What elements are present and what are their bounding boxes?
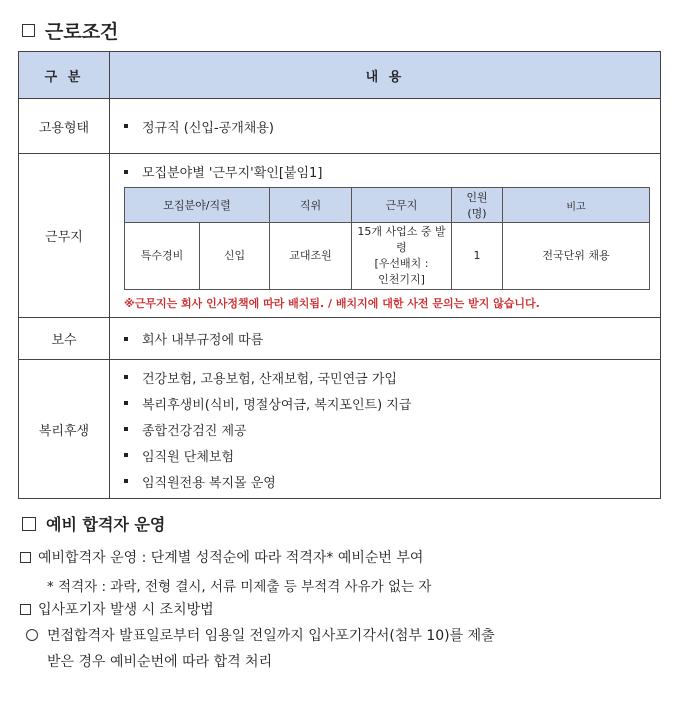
- inner-header-position: 직위: [270, 188, 352, 223]
- count-header-line1: 인원: [466, 191, 488, 204]
- employment-type-value: 정규직 (신입-공개채용): [142, 120, 274, 136]
- list-item: [124, 162, 659, 181]
- pay-value: 회사 내부규정에 따름: [142, 333, 264, 348]
- bullet-icon: [124, 375, 128, 379]
- checkbox-square-icon: [22, 24, 35, 37]
- inner-grade: 신입: [200, 223, 270, 290]
- list-item: [124, 416, 659, 442]
- cell-welfare: [110, 360, 661, 499]
- workplace-detail-table: [124, 187, 650, 290]
- forfeit-detail-line: [26, 625, 495, 645]
- bullet-icon: [124, 479, 128, 483]
- section-title-reserve-candidates: [22, 512, 165, 535]
- workplace-notice: ※근무지는 회사 인사정책에 따라 배치됨. / 배치지에 대한 사전 문의는 받지 않습니다.: [124, 297, 540, 310]
- bullet-icon: [124, 453, 128, 457]
- section-title-text: 예비 합격자 운영: [46, 515, 166, 534]
- label-employment-type: 고용형태: [19, 99, 110, 154]
- checkbox-square-icon: [20, 552, 31, 563]
- row-workplace: [19, 154, 661, 318]
- cell-pay: [110, 318, 661, 360]
- row-pay: [19, 318, 661, 360]
- cell-employment-type: [110, 99, 661, 154]
- location-line3: 인천기지]: [378, 273, 425, 286]
- welfare-item: 임직원 단체보험: [142, 449, 235, 465]
- welfare-item: 건강보험, 고용보험, 산재보험, 국민연금 가입: [142, 371, 397, 387]
- section-title-working-conditions: [22, 17, 118, 44]
- inner-header-location: 근무지: [352, 188, 452, 223]
- list-item: [124, 442, 659, 468]
- inner-header-count: [452, 188, 503, 223]
- eligible-definition-line: * 적격자 : 과락, 전형 결시, 서류 미제출 등 부적격 사유가 없는 자: [47, 579, 432, 595]
- table-row: [125, 223, 650, 290]
- header-content: 내 용: [110, 52, 661, 99]
- working-conditions-table: [18, 51, 661, 499]
- bullet-icon: [124, 401, 128, 405]
- forfeit-procedure-text: 입사포기자 발생 시 조치방법: [38, 602, 214, 618]
- checkbox-square-icon: [22, 517, 36, 531]
- list-item: [124, 390, 659, 416]
- location-line2: [우선배치 :: [374, 257, 429, 270]
- bullet-icon: [124, 337, 128, 341]
- inner-position: 교대조원: [270, 223, 352, 290]
- label-pay: 보수: [19, 318, 110, 360]
- inner-note: 전국단위 채용: [503, 223, 650, 290]
- list-item: [124, 117, 659, 136]
- location-line1: 15개 사업소 중 발령: [357, 225, 446, 254]
- cell-workplace: [110, 154, 661, 318]
- welfare-item: 종합건강검진 제공: [142, 423, 247, 439]
- row-employment-type: [19, 99, 661, 154]
- list-item: [124, 329, 659, 348]
- inner-header-field: 모집분야/직렬: [125, 188, 270, 223]
- count-header-line2: (명): [467, 207, 487, 220]
- circle-bullet-icon: [26, 629, 38, 641]
- inner-count: 1: [452, 223, 503, 290]
- forfeit-detail-text: 면접합격자 발표일로부터 임용일 전일까지 입사포기각서(첨부 10)를 제출: [47, 628, 495, 644]
- forfeit-procedure-line: [20, 599, 214, 619]
- bullet-icon: [124, 427, 128, 431]
- label-welfare: 복리후생: [19, 360, 110, 499]
- reserve-operation-line: [20, 547, 423, 567]
- forfeit-detail-line2: 받은 경우 예비순번에 따라 합격 처리: [47, 654, 273, 670]
- list-item: [124, 468, 659, 494]
- reserve-operation-text: 예비합격자 운영 : 단계별 성적순에 따라 적격자* 예비순번 부여: [38, 550, 424, 566]
- workplace-intro: 모집분야별 '근무지'확인[붙임1]: [142, 166, 323, 181]
- table-header-row: [19, 52, 661, 99]
- inner-header-row: [125, 188, 650, 223]
- label-workplace: 근무지: [19, 154, 110, 318]
- list-item: [124, 364, 659, 390]
- inner-header-note: 비고: [503, 188, 650, 223]
- bullet-icon: [124, 170, 128, 174]
- row-welfare: [19, 360, 661, 499]
- inner-location: [352, 223, 452, 290]
- section-title-text: 근로조건: [45, 21, 119, 43]
- welfare-item: 임직원전용 복지몰 운영: [142, 475, 276, 491]
- welfare-item: 복리후생비(식비, 명절상여금, 복지포인트) 지급: [142, 397, 412, 413]
- bullet-icon: [124, 124, 128, 128]
- header-category: 구 분: [19, 52, 110, 99]
- inner-field: 특수경비: [125, 223, 200, 290]
- checkbox-square-icon: [20, 604, 31, 615]
